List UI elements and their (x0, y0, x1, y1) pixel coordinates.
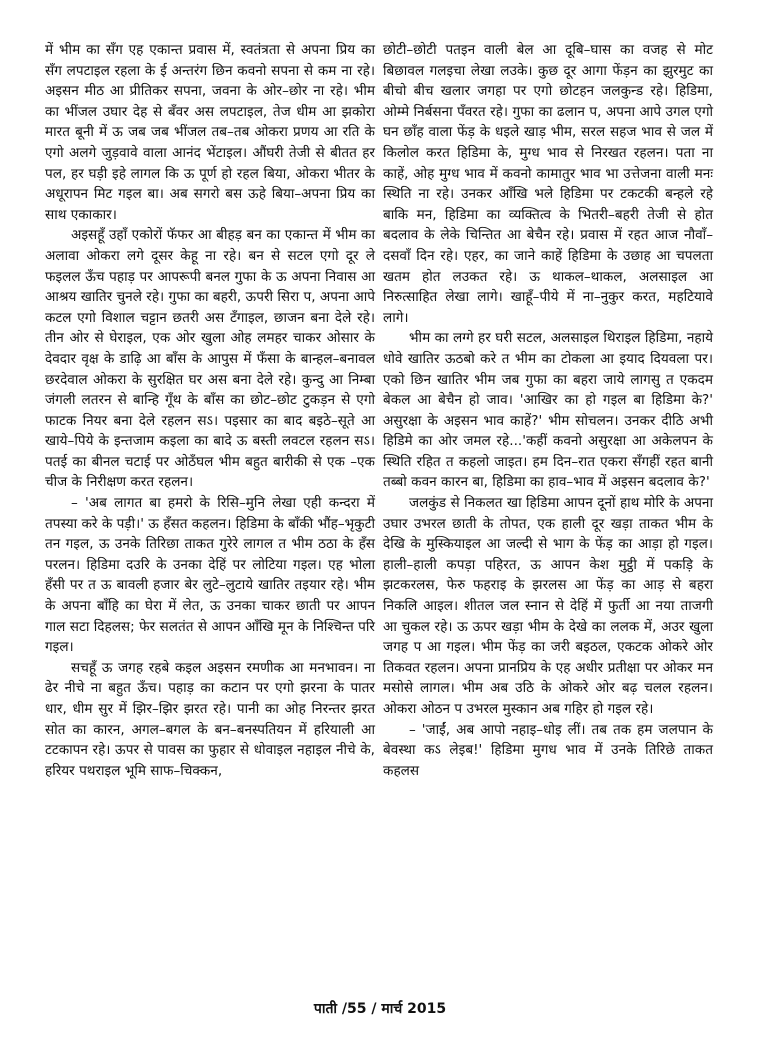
page-footer: पाती /55 / मार्च 2015 (313, 1001, 447, 1017)
left-column (45, 40, 375, 781)
paragraph: जलकुंड से निकलत खा हिडिमा आपन दूनों हाथ मोरि के अपना उघार उभरल छाती के तोपत, एक हाली दूर खड़ा ताकत भीम के देखि के मुस्कियाइल आ जल्दी से भाग के फेंड़ का आड़ा हो गइल। हाली–हाली कपड़ा पहिरत, ऊ आपन केश मुट्ठी में पकड़ि के झटकरलस, फेरु फहराइ के झरलस आ फेंड़ का आड़ से बहरा निकलि आइल। शीतल जल स्नान से देहिं में फुर्ती आ नया ताजगी आ चुकल रहे। ऊ ऊपर खड़ा भीम के देखे का ललक में, अउर खुला जगह प आ गइल। भीम फेंड़ का जरी बइठल, एकटक ओकरे ओर तिकवत रहलन। अपना प्रानप्रिय के एह अधीर प्रतीक्षा पर ओकर मन मसोसे लागल। भीम अब उठि के ओकरे ओर बढ़ चलल रहलन। ओकरा ओठन प उभरल मुस्कान अब गहिर हो गइल रहे। (383, 495, 713, 717)
paragraph: में भीम का सँग एह एकान्त प्रवास में, स्वतंत्रता से अपना प्रिय का सँग लपटाइल रहला के ई अन्तरंग छिन कवनो सपना से कम ना रहे। अइसन मीठ आ प्रीतिकर सपना, जवना के ओर–छोर ना रहे। भीम का भींजल उघार देह से बँवर अस लपटाइल, तेज धीम आ झकोरा मारत बूनी में ऊ जब जब भींजल तब–तब ओकरा प्रणय आ रति के एगो अलगे जुड़वावे वाला आनंद भेंटाइल। औंघरी तेजी से बीतत हर पल, हर घड़ी इहे लागल कि ऊ पूर्ण हो रहल बिया, ओकरा भीतर के अधूरापन मिट गइल बा। अब सगरो बस ऊहे बिया–अपना प्रिय का साथ एकाकार। (45, 42, 375, 223)
paragraph: सचहूँ ऊ जगह रहबे कइल अइसन रमणीक आ मनभावन। ना ढेर नीचे ना बहुत ऊँच। पहाड़ का कटान पर एगो झरना के पातर धार, धीम सुर में झिर–झिर झरत रहे। पानी का ओह निरन्तर झरत सोत का कारन, अगल–बगल के बन–बनस्पतियन में हरियाली आ टटकापन रहे। ऊपर से पावस का फुहार से धोवाइल नहाइल नीचे के, हरियर पथराइल भूमि साफ–चिक्कन, (45, 659, 375, 779)
paragraph: छोटी–छोटी पतइन वाली बेल आ दूबि–घास का वजह से मोट बिछावल गलइचा लेखा लउके। कुछ दूर आगा फेंड़न का झुरमुट का बीचो बीच खलार जगहा पर एगो छोटहन जलकुन्ड रहे। हिडिमा, ओम्मे निर्बसना पँवरत रहे। गुफा का ढलान प, अपना आपे उगल एगो घन छाँह वाला फेंड़ के धइले खाड़ भीम, सरल सहज भाव से जल में किलोल करत हिडिमा के, मुग्ध भाव से निरखत रहलन। पता ना काहें, ओह मुग्ध भाव में कवनो कामातुर भाव भा उत्तेजना वाली मनः स्थिति ना रहे। उनकर आँखि भले हिडिमा पर टकटकी बन्हले रहे बाकि मन, हिडिमा का व्यक्तित्व के भितरी–बहरी तेजी से होत बदलाव के लेके चिन्तित आ बेचैन रहे। प्रवास में रहत आज नौवाँ–दसवाँ दिन रहे। एहर, का जाने काहें हिडिमा के उछाह आ चपलता खतम होत लउकत रहे। ऊ थाकल–थाकल, अलसाइल आ निरुत्साहित लेखा लागे। खाहूँ–पीये में ना–नुकुर करत, महटियावे लागे। (383, 42, 713, 326)
paragraph: भीम का लग्गे हर घरी सटल, अलसाइल थिराइल हिडिमा, नहाये धोवे खातिर ऊठबो करे त भीम का टोकला आ इयाद दियवला पर। एको छिन खातिर भीम जब गुफा का बहरा जाये लागसु त एकदम बेकल आ बेचैन हो जाव। 'आखिर का हो गइल बा हिडिमा के?' असुरक्षा के अइसन भाव काहें?' भीम सोचलन। उनकर दीठि अभी हिडिमे का ओर जमल रहे...'कहीं कवनो असुरक्षा आ अकेलपन के स्थिति रहित त कहलो जाइत। हम दिन–रात एकरा सँगहीं रहत बानी तब्बो कवन कारन बा, हिडिमा का हाव–भाव में अइसन बदलाव के?' (383, 330, 713, 491)
paragraph: अइसहूँ उहाँ एकोरों फॅफर आ बीहड़ बन का एकान्त में भीम का अलावा ओकरा लगे दूसर केहू ना रहे। बन से सटल एगो दूर ले फइलल ऊँच पहाड़ पर आपरूपी बनल गुफा के ऊ अपना निवास आ आश्रय खातिर चुनले रहे। गुफा का बहरी, ऊपरी सिरा प, अपना आपे कटल एगो विशाल चट्टान छतरी अस टॅंगाइल, छाजन बना देले रहे। तीन ओर से घेराइल, एक ओर खुला ओह लमहर चाकर ओसार के देवदार वृक्ष के डाढ़ि आ बाँस के आपुस में फँसा के बान्हल–बनावल छरदेवाल ओकरा के सुरक्षित घर अस बना देले रहे। कुन्दु आ निम्बा जंगली लतरन से बान्हि गूँथ के बाँस का छोट–छोट टुकड़न से एगो फाटक नियर बना देले रहलन सऽ। पइसार का बाद बइठे–सूते आ खाये–पिये के इन्तजाम कइला का बादे ऊ बस्ती लवटल रहलन सऽ। पतई का बीनल चटाई पर ओठँघल भीम बहुत बारीकी से एक –एक चीज के निरीक्षण करत रहलन। (45, 227, 375, 491)
paragraph: – 'जाईं, अब आपो नहाइ–धोइ लीं। तब तक हम जलपान के बेवस्था कऽ लेइब!' हिडिमा मुगध भाव में उनके तिरिछे ताकत कहलस (383, 721, 713, 779)
paragraph: – 'अब लागत बा हमरो के रिसि–मुनि लेखा एही कन्दरा में तपस्या करे के पड़ी।' ऊ हँसत कहलन। हिडिमा के बाँकी भौंह–भृकुटी तन गइल, ऊ उनके तिरिछा ताकत गुरेरे लागल त भीम ठठा के हँस परलन। हिडिमा दउरि के उनका देहिं पर लोटिया गइल। एह भोला हँसी पर त ऊ बावली हजार बेर लुटे–लुटाये खातिर तइयार रहे। भीम के अपना बाँहि का घेरा में लेत, ऊ उनका चाकर छाती पर आपन गाल सटा दिहलस; फेर सलतंत से आपन आँखि मून के निश्चिन्त परि गइल। (45, 495, 375, 656)
right-column (383, 40, 713, 781)
